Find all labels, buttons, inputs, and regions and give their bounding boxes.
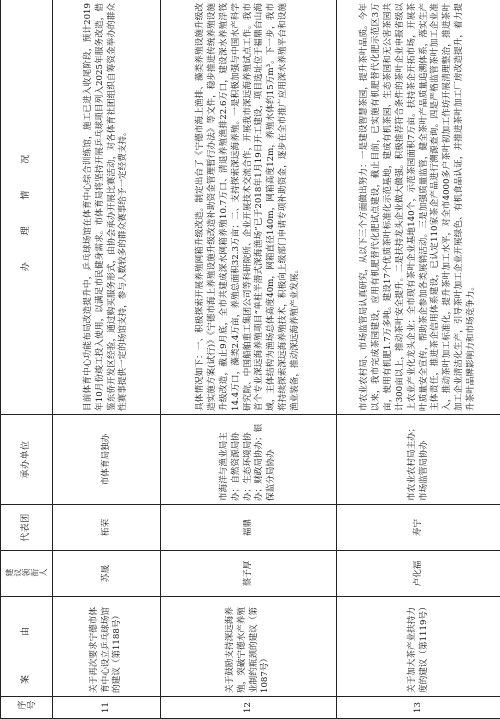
table-row (53, 0, 161, 719)
header-group: 代表团 (1, 505, 53, 551)
cell-seq: 13 (337, 697, 500, 719)
cell-progress: 具体情况如下：一、积极探索开展养殖网箱升级改造。制定出台了《宁德市海上渔排、藻类养殖设施升级改造实施方案(试行)》《宁德市海上养殖设施升级改造补助资金管理暂行办法》等文件，稳步推进传统养殖设施升级改造，截止9月底，全市共建成深水网箱养殖10.7万口、清退养殖渔排22.6万口，建设深水养殖浮筏14.4万口，藻类2.4万亩，养殖总面积32.3万亩；二、支持探索深远海养殖。一是积极加强与中国水产科学研究院、中国船舶重工集团公司等科研院所、企业开展技术交流合作，开展我市深远海养殖试点工作。我市首个专业深远海养殖项目“单柱半潜式深海渔场”已于2018年1月19日开工建设，项目选址位于福鼎台山海域，主体结构为渔场总体高度40m，网箱直径140m，网箱高度12m，养殖水体约15万m³。下一步，我市将持续探索深远海养殖技术，积极向上级部门申请专项补助资金，逐步在全市推广应用深水养殖平台和设施渔业装备，推动深远海养殖产业发展。 (161, 0, 337, 415)
cell-leader: 苏晟 (53, 551, 161, 597)
cell-leader: 卢化福 (337, 551, 500, 597)
cell-leader: 蔡子厚 (161, 551, 337, 597)
cell-unit: 市农业农村局主办；市场监管局协办 (337, 415, 500, 505)
header-unit: 承办单位 (1, 415, 53, 505)
table-row (337, 0, 500, 719)
cell-seq: 12 (161, 697, 337, 719)
cell-progress: 目前体育中心功能布局改造提升中，乒乓球场馆在体育中心综合训练馆，施工已进入收尾阶段，预计2019年10月份竣工投入使用，以满足市民健身需求。市体育局将坚持开展乒乓球项目列入2025年服务改造，借鉴东侨开发区经验，通过购买服务形式，由协会承办开展比赛活动，对各体育社团组织自筹资金举办的群众性赛事提供一定的场馆支持，参与人数较多的群众赛事给予一定经费支持。 (53, 0, 161, 415)
cell-case: 关于鼓励支持深远海养殖，突破宁德水产养殖业制约瓶颈的建议（第1087号） (161, 597, 337, 697)
header-row (1, 0, 53, 719)
cell-progress: 市农业农村局、市场监管局认真研究，从以下三个方面做出努力：一是建设智慧茶园，提升茶叶品质。今年以来，我市完成茶园建设，应用有机肥替代化肥试点建设，截止目前，已实施有机肥替代化肥示范区3万亩，使用有机肥1.7万多吨。建设17个优质茶叶标准化示范基地，建成有机茶园、生态茶园和无公害茶园共计300亩以上，推动茶叶安全提升。二是扶持龙头企业做大做强。积极推荐符合条件的茶叶企业申报省级以上农业产业化龙头企业；全市现有茶叶企业基地140个，示范茶园面积7万亩。扶持茶企开拓市场，开展茶叶质量安全宣传，帮助茶企参加各类展销活动。三是加强质量监管，健全茶叶产品质量追溯体系，落实生产主体责任，推进茶企信用体系建设，已认定110家茶企产品进行溯源查询。四是严格监管茶叶加工企业准入，推动茶叶加工标准化，提升茶叶加工水平，对全市4000多户茶叶初加工作坊开展清理整治，推进茶叶加工企业清洁化生产，引导茶叶加工企业开展绿色、有机食品认证，并推进茶叶加工厂房改造提升，着力提升茶叶品牌影响力和市场竞争力。 (337, 0, 500, 415)
cell-unit: 市海洋与渔业局主办；自然资源局协办；生态环境局协办；财政局协办；银保监分局协办 (161, 415, 337, 505)
header-progress: 办 理 情 况 (1, 0, 53, 415)
cell-group: 福鼎 (161, 505, 337, 551)
header-leader: 建议领衔人 (1, 551, 53, 597)
table-row (161, 0, 337, 719)
cell-group: 寿宁 (337, 505, 500, 551)
cell-group: 柘荣 (53, 505, 161, 551)
cell-case: 关于加大茶产业扶持力度的建议（第1119号） (337, 597, 500, 697)
header-case: 案 由 (1, 597, 53, 697)
header-seq: 序号 (1, 697, 53, 719)
cell-case: 关于再次要求宁德市体育中心设立乒乓球场馆的建议（第1188号） (53, 597, 161, 697)
cell-unit: 市体育局独办 (53, 415, 161, 505)
cell-seq: 11 (53, 697, 161, 719)
